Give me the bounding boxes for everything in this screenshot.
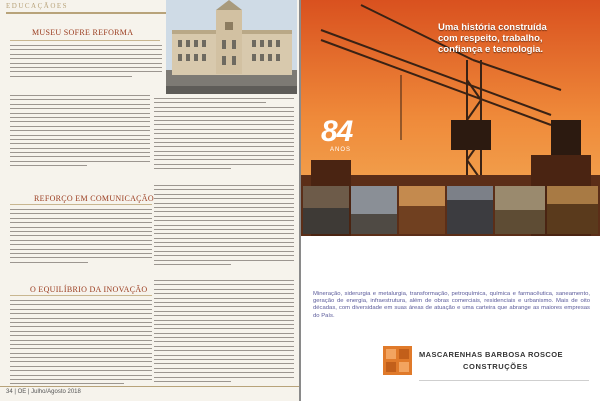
article-text-comunicacao-col2 [154,185,294,265]
title-rule [10,204,152,205]
article-text-inovacao-col1 [10,300,152,384]
headline-line-1: Uma história construída [438,22,547,33]
ad-body-text: Mineração, siderurgia e metalurgia, transformação, petroquímica, química e farmacêutica, saneamento, geração de energia, infraestrutura, além de obras comerciais, residenciais e urbanismo. Mais de oito décadas, com diversidade em suas áreas de atuação e uma carteira que abrange as maiores empresas do País. [313,291,590,319]
company-name: MASCARENHAS BARBOSA ROSCOE [419,350,563,359]
article-title-inovacao: O EQUILÍBRIO DA INOVAÇÃO [30,285,148,294]
article-text-inovacao-col2 [154,280,294,384]
article-text-museu-col3 [154,98,294,170]
footer-rule [0,386,299,387]
company-subtitle: CONSTRUÇÕES [463,362,528,371]
left-page [0,0,299,401]
title-rule [10,295,152,296]
article-text-museu-col2 [10,95,150,167]
contact-line [419,380,589,381]
headline-line-2: com respeito, trabalho, [438,33,543,44]
ad-headline [438,22,596,55]
article-title-comunicacao: REFORÇO EM COMUNICAÇÃO [34,194,154,203]
headline-line-3: confiança e tecnologia. [438,44,544,55]
section-tag: EDUCAÇÃOES [6,2,69,10]
anniversary-number: 84 [321,115,353,148]
anniversary-label: ANOS [330,147,352,153]
title-rule [10,40,160,41]
article-text-comunicacao-col1 [10,209,152,265]
museum-photo [166,0,297,94]
company-logo-icon [383,346,412,375]
article-text-museu-col1 [10,45,162,95]
page-folio: 34 | OE | Julho/Agosto 2018 [6,389,81,395]
right-page-advert [301,0,600,401]
article-title-museu: MUSEU SOFRE REFORMA [32,28,134,37]
